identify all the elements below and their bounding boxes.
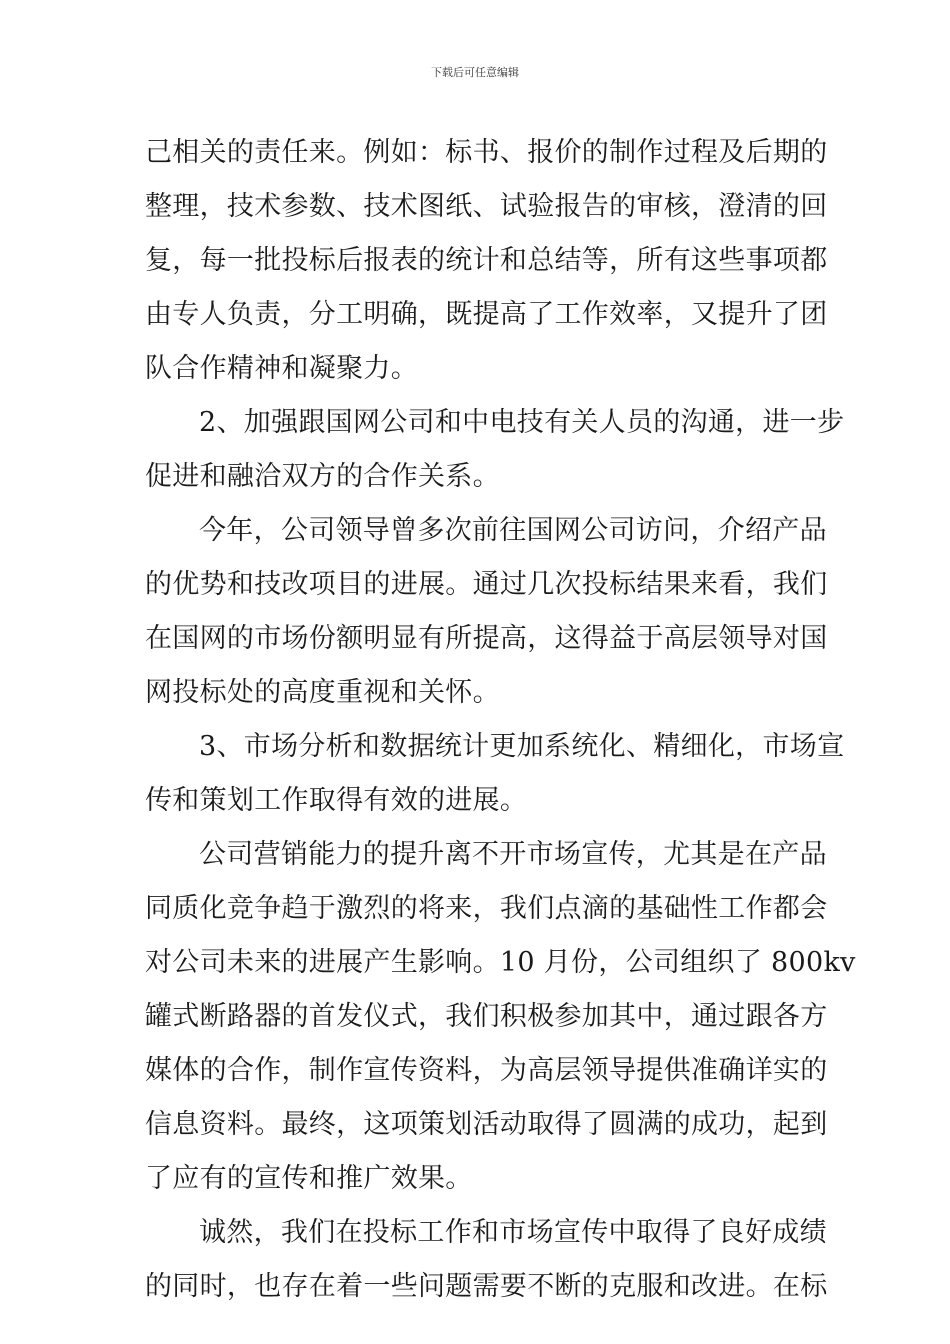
text-line: 罐式断路器的首发仪式，我们积极参加其中，通过跟各方: [145, 1001, 828, 1032]
document-body: [145, 126, 856, 1314]
text-line: 整理，技术参数、技术图纸、试验报告的审核，澄清的回: [145, 191, 828, 222]
text-line: 信息资料。最终，这项策划活动取得了圆满的成功，起到: [145, 1109, 828, 1140]
text-line: 己相关的责任来。例如：标书、报价的制作过程及后期的: [145, 137, 828, 168]
text-line: 传和策划工作取得有效的进展。: [145, 785, 528, 816]
page-header: 下载后可任意编辑: [431, 66, 519, 79]
section-heading-2: 2、加强跟国网公司和中电技有关人员的沟通，进一步: [199, 407, 845, 438]
text-line: 网投标处的高度重视和关怀。: [145, 677, 500, 708]
text-line: 由专人负责，分工明确，既提高了工作效率，又提升了团: [145, 299, 828, 330]
text-line: 的同时，也存在着一些问题需要不断的克服和改进。在标: [145, 1271, 828, 1302]
text-line: 媒体的合作，制作宣传资料，为高层领导提供准确详实的: [145, 1055, 828, 1086]
text-line: 了应有的宣传和推广效果。: [145, 1163, 473, 1194]
paragraph-start: 公司营销能力的提升离不开市场宣传，尤其是在产品: [199, 839, 827, 870]
text-line: 对公司未来的进展产生影响。10 月份，公司组织了 800kv: [145, 947, 856, 978]
section-heading-3: 3、市场分析和数据统计更加系统化、精细化，市场宣: [199, 731, 845, 762]
text-line: 同质化竞争趋于激烈的将来，我们点滴的基础性工作都会: [145, 893, 828, 924]
text-line: 队合作精神和凝聚力。: [145, 353, 418, 384]
paragraph-start: 今年，公司领导曾多次前往国网公司访问，介绍产品: [199, 515, 827, 546]
text-line: 在国网的市场份额明显有所提高，这得益于高层领导对国: [145, 623, 828, 654]
text-line: 复，每一批投标后报表的统计和总结等，所有这些事项都: [145, 245, 828, 276]
text-line: 促进和融洽双方的合作关系。: [145, 461, 500, 492]
text-line: 的优势和技改项目的进展。通过几次投标结果来看，我们: [145, 569, 828, 600]
paragraph-start: 诚然，我们在投标工作和市场宣传中取得了良好成绩: [199, 1217, 827, 1248]
